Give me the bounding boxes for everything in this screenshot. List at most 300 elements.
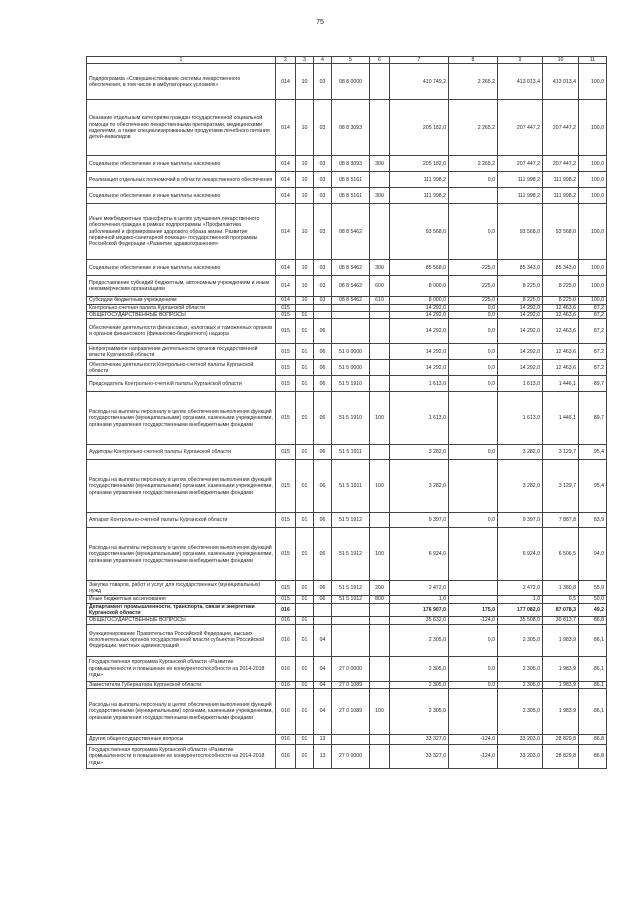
table-cell: Аппарат Контрольно-счетной палаты Курганской области xyxy=(87,513,276,528)
table-cell: 2 265,2 xyxy=(449,156,498,172)
table-cell xyxy=(370,617,390,624)
table-cell: 1,0 xyxy=(498,596,543,603)
table-row xyxy=(87,312,607,319)
table-cell: 01 xyxy=(296,581,314,596)
table-cell: 0,0 xyxy=(449,513,498,528)
table-cell: 2 305,0 xyxy=(390,681,449,688)
table-cell: 01 xyxy=(296,596,314,603)
table-cell: 2 472,0 xyxy=(390,581,449,596)
table-row xyxy=(87,596,607,603)
table-cell: 1 983,9 xyxy=(543,624,579,656)
table-cell: 10 xyxy=(296,188,314,204)
table-cell: 01 xyxy=(296,344,314,360)
table-cell: 100,0 xyxy=(579,172,607,188)
table-cell: 0,0 xyxy=(449,312,498,319)
table-cell: 177 082,0 xyxy=(498,603,543,617)
table-cell xyxy=(314,603,332,617)
table-cell: 100 xyxy=(370,528,390,581)
table-cell xyxy=(370,304,390,311)
table-cell: 06 xyxy=(314,460,332,513)
table-cell: 2 472,0 xyxy=(498,581,543,596)
table-cell: Расходы на выплаты персоналу в целях обеспечения выполнения функций государственными (муниципальными) органами, казенными учреждениями, органами управления государственными внебюджетными фондами xyxy=(87,460,276,513)
column-header: 6 xyxy=(370,57,390,64)
table-cell: 016 xyxy=(276,681,296,688)
table-cell: 83,9 xyxy=(579,513,607,528)
table-cell: 111 998,2 xyxy=(543,188,579,204)
table-cell: 413 013,4 xyxy=(543,64,579,100)
table-row xyxy=(87,745,607,769)
table-cell xyxy=(296,603,314,617)
table-cell: 3 129,7 xyxy=(543,445,579,460)
page-number: 75 xyxy=(316,19,324,26)
table-row xyxy=(87,360,607,376)
table-cell: 06 xyxy=(314,392,332,445)
table-cell: 015 xyxy=(276,445,296,460)
table-cell: 10 xyxy=(296,156,314,172)
table-cell: 12 463,6 xyxy=(543,319,579,344)
table-cell: 6 924,0 xyxy=(498,528,543,581)
table-cell: 08 8 5462 xyxy=(332,297,370,304)
table-cell: 0,0 xyxy=(449,172,498,188)
table-cell xyxy=(370,745,390,769)
table-cell: 01 xyxy=(296,513,314,528)
table-cell: 8 225,0 xyxy=(543,276,579,297)
table-cell: 06 xyxy=(314,528,332,581)
table-cell: 100,0 xyxy=(579,188,607,204)
table-cell: 03 xyxy=(314,100,332,156)
table-cell: 03 xyxy=(314,64,332,100)
table-row xyxy=(87,344,607,360)
table-cell: 100,0 xyxy=(579,297,607,304)
table-cell: 1 613,0 xyxy=(498,392,543,445)
table-cell: 08 8 5462 xyxy=(332,276,370,297)
table-cell: Расходы на выплаты персоналу в целях обеспечения выполнения функций государственными (муниципальными) органами, казенными учреждениями, органами управления государственными внебюджетными фондами xyxy=(87,528,276,581)
table-cell xyxy=(370,100,390,156)
table-cell: 8 225,0 xyxy=(543,297,579,304)
table-cell: 016 xyxy=(276,617,296,624)
table-cell: 016 xyxy=(276,624,296,656)
table-cell: 10 xyxy=(296,297,314,304)
table-cell: 014 xyxy=(276,64,296,100)
table-cell: 0,0 xyxy=(449,319,498,344)
table-cell: 01 xyxy=(296,617,314,624)
column-header: 10 xyxy=(543,57,579,64)
table-cell: 015 xyxy=(276,460,296,513)
table-cell: Государственная программа Курганской области «Развитие промышленности и повышение ее конкурентоспособности на 2014-2018 годы» xyxy=(87,745,276,769)
table-cell: Социальное обеспечение и иные выплаты населению xyxy=(87,188,276,204)
table-cell: Субсидии бюджетным учреждениям xyxy=(87,297,276,304)
table-cell: 016 xyxy=(276,745,296,769)
table-cell: 51 5 0000 xyxy=(332,360,370,376)
table-cell: 33 203,0 xyxy=(498,745,543,769)
table-cell: 87,2 xyxy=(579,312,607,319)
table-cell: 08 8 3093 xyxy=(332,156,370,172)
table-cell: 08 8 5462 xyxy=(332,204,370,260)
table-cell: 413 013,4 xyxy=(498,64,543,100)
table-row xyxy=(87,297,607,304)
table-cell: 51 5 1912 xyxy=(332,528,370,581)
column-header: 2 xyxy=(276,57,296,64)
table-cell: 01 xyxy=(296,445,314,460)
table-cell: 2 265,2 xyxy=(449,100,498,156)
table-cell: Председатель Контрольно-счетной палаты Курганской области xyxy=(87,376,276,392)
table-cell: 2 305,0 xyxy=(390,689,449,735)
table-cell: 6 924,0 xyxy=(390,528,449,581)
table-cell: 014 xyxy=(276,297,296,304)
table-cell: 10 xyxy=(296,276,314,297)
table-cell: 0,0 xyxy=(449,344,498,360)
table-cell xyxy=(332,304,370,311)
table-cell: 06 xyxy=(314,445,332,460)
table-cell xyxy=(332,319,370,344)
table-cell: 12 463,6 xyxy=(543,304,579,311)
table-cell: 016 xyxy=(276,689,296,735)
table-cell: 100,0 xyxy=(579,100,607,156)
table-cell: Непрограммное направление деятельности органов государственной власти Курганской области xyxy=(87,344,276,360)
table-cell xyxy=(370,681,390,688)
table-cell xyxy=(370,376,390,392)
table-cell: 87,2 xyxy=(579,344,607,360)
table-row xyxy=(87,445,607,460)
table-cell: -124,0 xyxy=(449,617,498,624)
table-cell: 01 xyxy=(296,376,314,392)
table-row xyxy=(87,581,607,596)
table-cell: 51 5 1911 xyxy=(332,445,370,460)
table-cell: 8 000,0 xyxy=(390,297,449,304)
table-cell: Предоставление субсидий бюджетным, автономным учреждениям и иным некоммерческим организациям xyxy=(87,276,276,297)
table-cell: Расходы на выплаты персоналу в целях обеспечения выполнения функций государственными (муниципальными) органами, казенными учреждениями, органами управления государственными внебюджетными фондами xyxy=(87,689,276,735)
table-cell: Функционирование Правительства Российской Федерации, высших исполнительных органов государственной власти субъектов Российской Федерации, местных администраций xyxy=(87,624,276,656)
table-cell: Государственная программа Курганской области «Развитие промышленности и повышение ее конкурентоспособности на 2014-2018 годы» xyxy=(87,656,276,681)
table-cell: 111 998,2 xyxy=(543,172,579,188)
table-cell: 8 225,0 xyxy=(498,297,543,304)
table-row xyxy=(87,204,607,260)
table-cell: 3 282,0 xyxy=(390,445,449,460)
table-row xyxy=(87,513,607,528)
table-cell: 12 463,6 xyxy=(543,344,579,360)
table-cell: 015 xyxy=(276,596,296,603)
table-cell: 03 xyxy=(314,260,332,276)
table-cell: 01 xyxy=(296,528,314,581)
table-cell: 015 xyxy=(276,344,296,360)
table-cell: 100 xyxy=(370,689,390,735)
table-cell: 08 8 5462 xyxy=(332,260,370,276)
table-cell: 300 xyxy=(370,260,390,276)
table-cell: 0,0 xyxy=(449,656,498,681)
table-row xyxy=(87,735,607,745)
table-cell: 04 xyxy=(314,656,332,681)
table-cell: 85 568,0 xyxy=(390,260,449,276)
table-row xyxy=(87,392,607,445)
table-cell: 600 xyxy=(370,276,390,297)
table-cell xyxy=(449,392,498,445)
table-cell: 1 983,9 xyxy=(543,656,579,681)
table-cell: 06 xyxy=(314,581,332,596)
table-cell: -124,0 xyxy=(449,735,498,745)
table-cell: 300 xyxy=(370,188,390,204)
table-cell: 207 447,2 xyxy=(543,100,579,156)
table-cell: 35 508,0 xyxy=(498,617,543,624)
table-cell: Обеспечение деятельности финансовых, налоговых и таможенных органов и органов финансового (финансово-бюджетного) надзора xyxy=(87,319,276,344)
table-cell: 86,1 xyxy=(579,656,607,681)
table-cell: 06 xyxy=(314,360,332,376)
table-cell: 06 xyxy=(314,376,332,392)
table-cell xyxy=(296,304,314,311)
table-cell: Заместители Губернатора Курганской области xyxy=(87,681,276,688)
table-cell: -124,0 xyxy=(449,745,498,769)
table-cell: 08 8 0000 xyxy=(332,64,370,100)
table-cell: 3 282,0 xyxy=(498,460,543,513)
table-cell xyxy=(370,64,390,100)
table-cell: 13 xyxy=(314,735,332,745)
table-cell: 89,7 xyxy=(579,392,607,445)
table-row xyxy=(87,64,607,100)
table-row xyxy=(87,260,607,276)
table-cell: 014 xyxy=(276,172,296,188)
table-cell: 3 282,0 xyxy=(498,445,543,460)
table-cell: 28 829,8 xyxy=(543,745,579,769)
table-cell xyxy=(449,581,498,596)
table-cell: 111 998,2 xyxy=(498,172,543,188)
table-cell: 03 xyxy=(314,276,332,297)
table-cell: 51 5 1910 xyxy=(332,376,370,392)
table-cell: 14 292,0 xyxy=(390,312,449,319)
table-cell: 014 xyxy=(276,276,296,297)
table-cell: 51 5 1912 xyxy=(332,581,370,596)
table-cell: 3 282,0 xyxy=(390,460,449,513)
table-cell: 01 xyxy=(296,681,314,688)
table-cell: ОБЩЕГОСУДАРСТВЕННЫЕ ВОПРОСЫ xyxy=(87,312,276,319)
table-cell: 27 0 1089 xyxy=(332,681,370,688)
table-cell: 100,0 xyxy=(579,156,607,172)
table-cell: 14 292,0 xyxy=(390,319,449,344)
table-cell: 86,8 xyxy=(579,617,607,624)
table-cell: 207 447,2 xyxy=(543,156,579,172)
table-cell: 014 xyxy=(276,100,296,156)
table-cell: 10 xyxy=(296,64,314,100)
table-cell: Закупка товаров, работ и услуг для государственных (муниципальных) нужд xyxy=(87,581,276,596)
table-cell xyxy=(370,319,390,344)
table-cell: 14 292,0 xyxy=(498,344,543,360)
table-cell: 04 xyxy=(314,624,332,656)
table-cell: 016 xyxy=(276,603,296,617)
table-cell xyxy=(314,617,332,624)
table-cell: 14 292,0 xyxy=(390,360,449,376)
table-cell: 1 983,9 xyxy=(543,681,579,688)
table-cell: 04 xyxy=(314,681,332,688)
table-cell: Реализация отдельных полномочий в области лекарственного обеспечения xyxy=(87,172,276,188)
table-cell xyxy=(314,312,332,319)
table-cell: 93 568,0 xyxy=(498,204,543,260)
table-cell: 2 305,0 xyxy=(390,656,449,681)
table-cell xyxy=(332,603,370,617)
table-cell: 014 xyxy=(276,156,296,172)
table-cell: 1 613,0 xyxy=(390,392,449,445)
table-cell: 0,0 xyxy=(449,204,498,260)
table-row xyxy=(87,689,607,735)
table-cell xyxy=(370,603,390,617)
table-cell: 35 632,0 xyxy=(390,617,449,624)
table-cell: 86,8 xyxy=(579,745,607,769)
table-cell: 2 305,0 xyxy=(498,681,543,688)
table-cell: 2 305,0 xyxy=(498,624,543,656)
column-header: 11 xyxy=(579,57,607,64)
table-cell: 14 292,0 xyxy=(390,304,449,311)
table-cell xyxy=(370,656,390,681)
table-cell: 014 xyxy=(276,260,296,276)
table-cell: 08 8 5161 xyxy=(332,188,370,204)
table-cell xyxy=(449,596,498,603)
table-cell: Иные межбюджетные трансферты в целях улучшения лекарственного обеспечения граждан в рамках подпрограммы «Профилактика заболеваний и формирование здорового образа жизни. Развитие первичной медико-санитарной помощи» государственной программы Российской Федерации «Развитие здравоохранения» xyxy=(87,204,276,260)
table-row xyxy=(87,603,607,617)
table-cell xyxy=(370,312,390,319)
table-cell: 85 343,0 xyxy=(498,260,543,276)
table-row xyxy=(87,656,607,681)
table-cell: 0,0 xyxy=(449,681,498,688)
table-cell: 87,2 xyxy=(579,319,607,344)
table-cell: 2 305,0 xyxy=(390,624,449,656)
table-cell: 015 xyxy=(276,360,296,376)
table-cell: 86,1 xyxy=(579,624,607,656)
table-cell: 225,0 xyxy=(449,297,498,304)
table-cell: 49,2 xyxy=(579,603,607,617)
table-cell: 016 xyxy=(276,735,296,745)
table-cell: 06 xyxy=(314,319,332,344)
table-cell: 12 463,6 xyxy=(543,312,579,319)
table-row xyxy=(87,319,607,344)
table-cell: 2 305,0 xyxy=(498,689,543,735)
table-cell: 0,0 xyxy=(449,376,498,392)
table-cell: 1 613,0 xyxy=(390,376,449,392)
table-cell: 015 xyxy=(276,376,296,392)
table-cell: 9 397,0 xyxy=(498,513,543,528)
table-cell xyxy=(332,735,370,745)
table-cell: 015 xyxy=(276,312,296,319)
table-cell: 06 xyxy=(314,344,332,360)
table-cell: 03 xyxy=(314,297,332,304)
table-cell: 51 5 1912 xyxy=(332,596,370,603)
table-cell: 111 998,2 xyxy=(498,188,543,204)
table-cell: 175,0 xyxy=(449,603,498,617)
table-row xyxy=(87,528,607,581)
table-cell: 01 xyxy=(296,392,314,445)
table-cell: 28 829,8 xyxy=(543,735,579,745)
table-cell: 1 446,1 xyxy=(543,392,579,445)
table-cell: 03 xyxy=(314,172,332,188)
table-row xyxy=(87,172,607,188)
table-cell: 51 5 1911 xyxy=(332,460,370,513)
table-cell: 014 xyxy=(276,204,296,260)
table-cell: 01 xyxy=(296,689,314,735)
table-cell: Аудиторы Контрольно-счетной палаты Курганской области xyxy=(87,445,276,460)
table-row xyxy=(87,617,607,624)
table-cell: 1 613,0 xyxy=(498,376,543,392)
table-cell: 03 xyxy=(314,156,332,172)
table-cell: 10 xyxy=(296,100,314,156)
table-cell: 95,4 xyxy=(579,445,607,460)
table-cell: 87,2 xyxy=(579,304,607,311)
table-cell: 06 xyxy=(314,513,332,528)
table-row xyxy=(87,624,607,656)
table-cell: 015 xyxy=(276,319,296,344)
table-cell: 51 5 1912 xyxy=(332,513,370,528)
table-cell: Департамент промышленности, транспорта, связи и энергетики Курганской области xyxy=(87,603,276,617)
table-cell: 01 xyxy=(296,624,314,656)
table-cell: 01 xyxy=(296,460,314,513)
column-header: 8 xyxy=(449,57,498,64)
table-cell: 100 xyxy=(370,460,390,513)
table-cell: 0,0 xyxy=(449,304,498,311)
table-cell: 01 xyxy=(296,745,314,769)
table-cell: 87,2 xyxy=(579,360,607,376)
table-cell: 100,0 xyxy=(579,260,607,276)
budget-table xyxy=(86,56,607,769)
column-header: 3 xyxy=(296,57,314,64)
table-cell: 51 5 1910 xyxy=(332,392,370,445)
table-cell: 300 xyxy=(370,156,390,172)
table-cell: 14 292,0 xyxy=(498,304,543,311)
table-cell: 1 380,8 xyxy=(543,581,579,596)
table-cell xyxy=(449,528,498,581)
table-cell: 410 749,2 xyxy=(390,64,449,100)
table-cell xyxy=(314,304,332,311)
table-cell: 33 203,0 xyxy=(498,735,543,745)
table-cell: 2 305,0 xyxy=(498,656,543,681)
table-cell: Расходы на выплаты персоналу в целях обеспечения выполнения функций государственными (муниципальными) органами, казенными учреждениями, органами управления государственными внебюджетными фондами xyxy=(87,392,276,445)
table-cell: 30 813,7 xyxy=(543,617,579,624)
table-cell: 0,0 xyxy=(449,360,498,376)
table-cell xyxy=(449,689,498,735)
table-row xyxy=(87,188,607,204)
column-header: 9 xyxy=(498,57,543,64)
table-cell: 33 327,0 xyxy=(390,735,449,745)
table-row xyxy=(87,681,607,688)
table-cell: 800 xyxy=(370,596,390,603)
table-row xyxy=(87,304,607,311)
table-cell: 205 182,0 xyxy=(390,100,449,156)
table-cell xyxy=(449,188,498,204)
table-cell: 51 0 0000 xyxy=(332,344,370,360)
table-cell: 016 xyxy=(276,656,296,681)
table-cell: 10 xyxy=(296,204,314,260)
table-cell: 0,5 xyxy=(543,596,579,603)
table-cell: 207 447,2 xyxy=(498,156,543,172)
table-cell: 14 292,0 xyxy=(498,360,543,376)
table-cell: 015 xyxy=(276,513,296,528)
table-cell: 89,7 xyxy=(579,376,607,392)
table-cell: 08 8 3093 xyxy=(332,100,370,156)
table-row xyxy=(87,156,607,172)
table-cell: 205 182,0 xyxy=(390,156,449,172)
table-row xyxy=(87,276,607,297)
table-row xyxy=(87,100,607,156)
table-cell: 01 xyxy=(296,319,314,344)
table-cell: 10 xyxy=(296,172,314,188)
table-cell: 13 xyxy=(314,745,332,769)
table-cell: 86,8 xyxy=(579,735,607,745)
table-cell xyxy=(370,624,390,656)
table-cell: 100,0 xyxy=(579,276,607,297)
table-cell: 01 xyxy=(296,312,314,319)
table-cell: Оказание отдельным категориям граждан государственной социальной помощи по обеспечению лекарственными препаратами, медицинскими изделиями, а также специализированными продуктами лечебного питания детей-инвалидов xyxy=(87,100,276,156)
table-cell: -225,0 xyxy=(449,260,498,276)
table-cell: 015 xyxy=(276,528,296,581)
table-row xyxy=(87,376,607,392)
header-row xyxy=(87,57,607,64)
table-cell: Контрольно-счетная палата Курганской области xyxy=(87,304,276,311)
table-cell: 27 0 0000 xyxy=(332,745,370,769)
table-cell: 12 463,6 xyxy=(543,360,579,376)
